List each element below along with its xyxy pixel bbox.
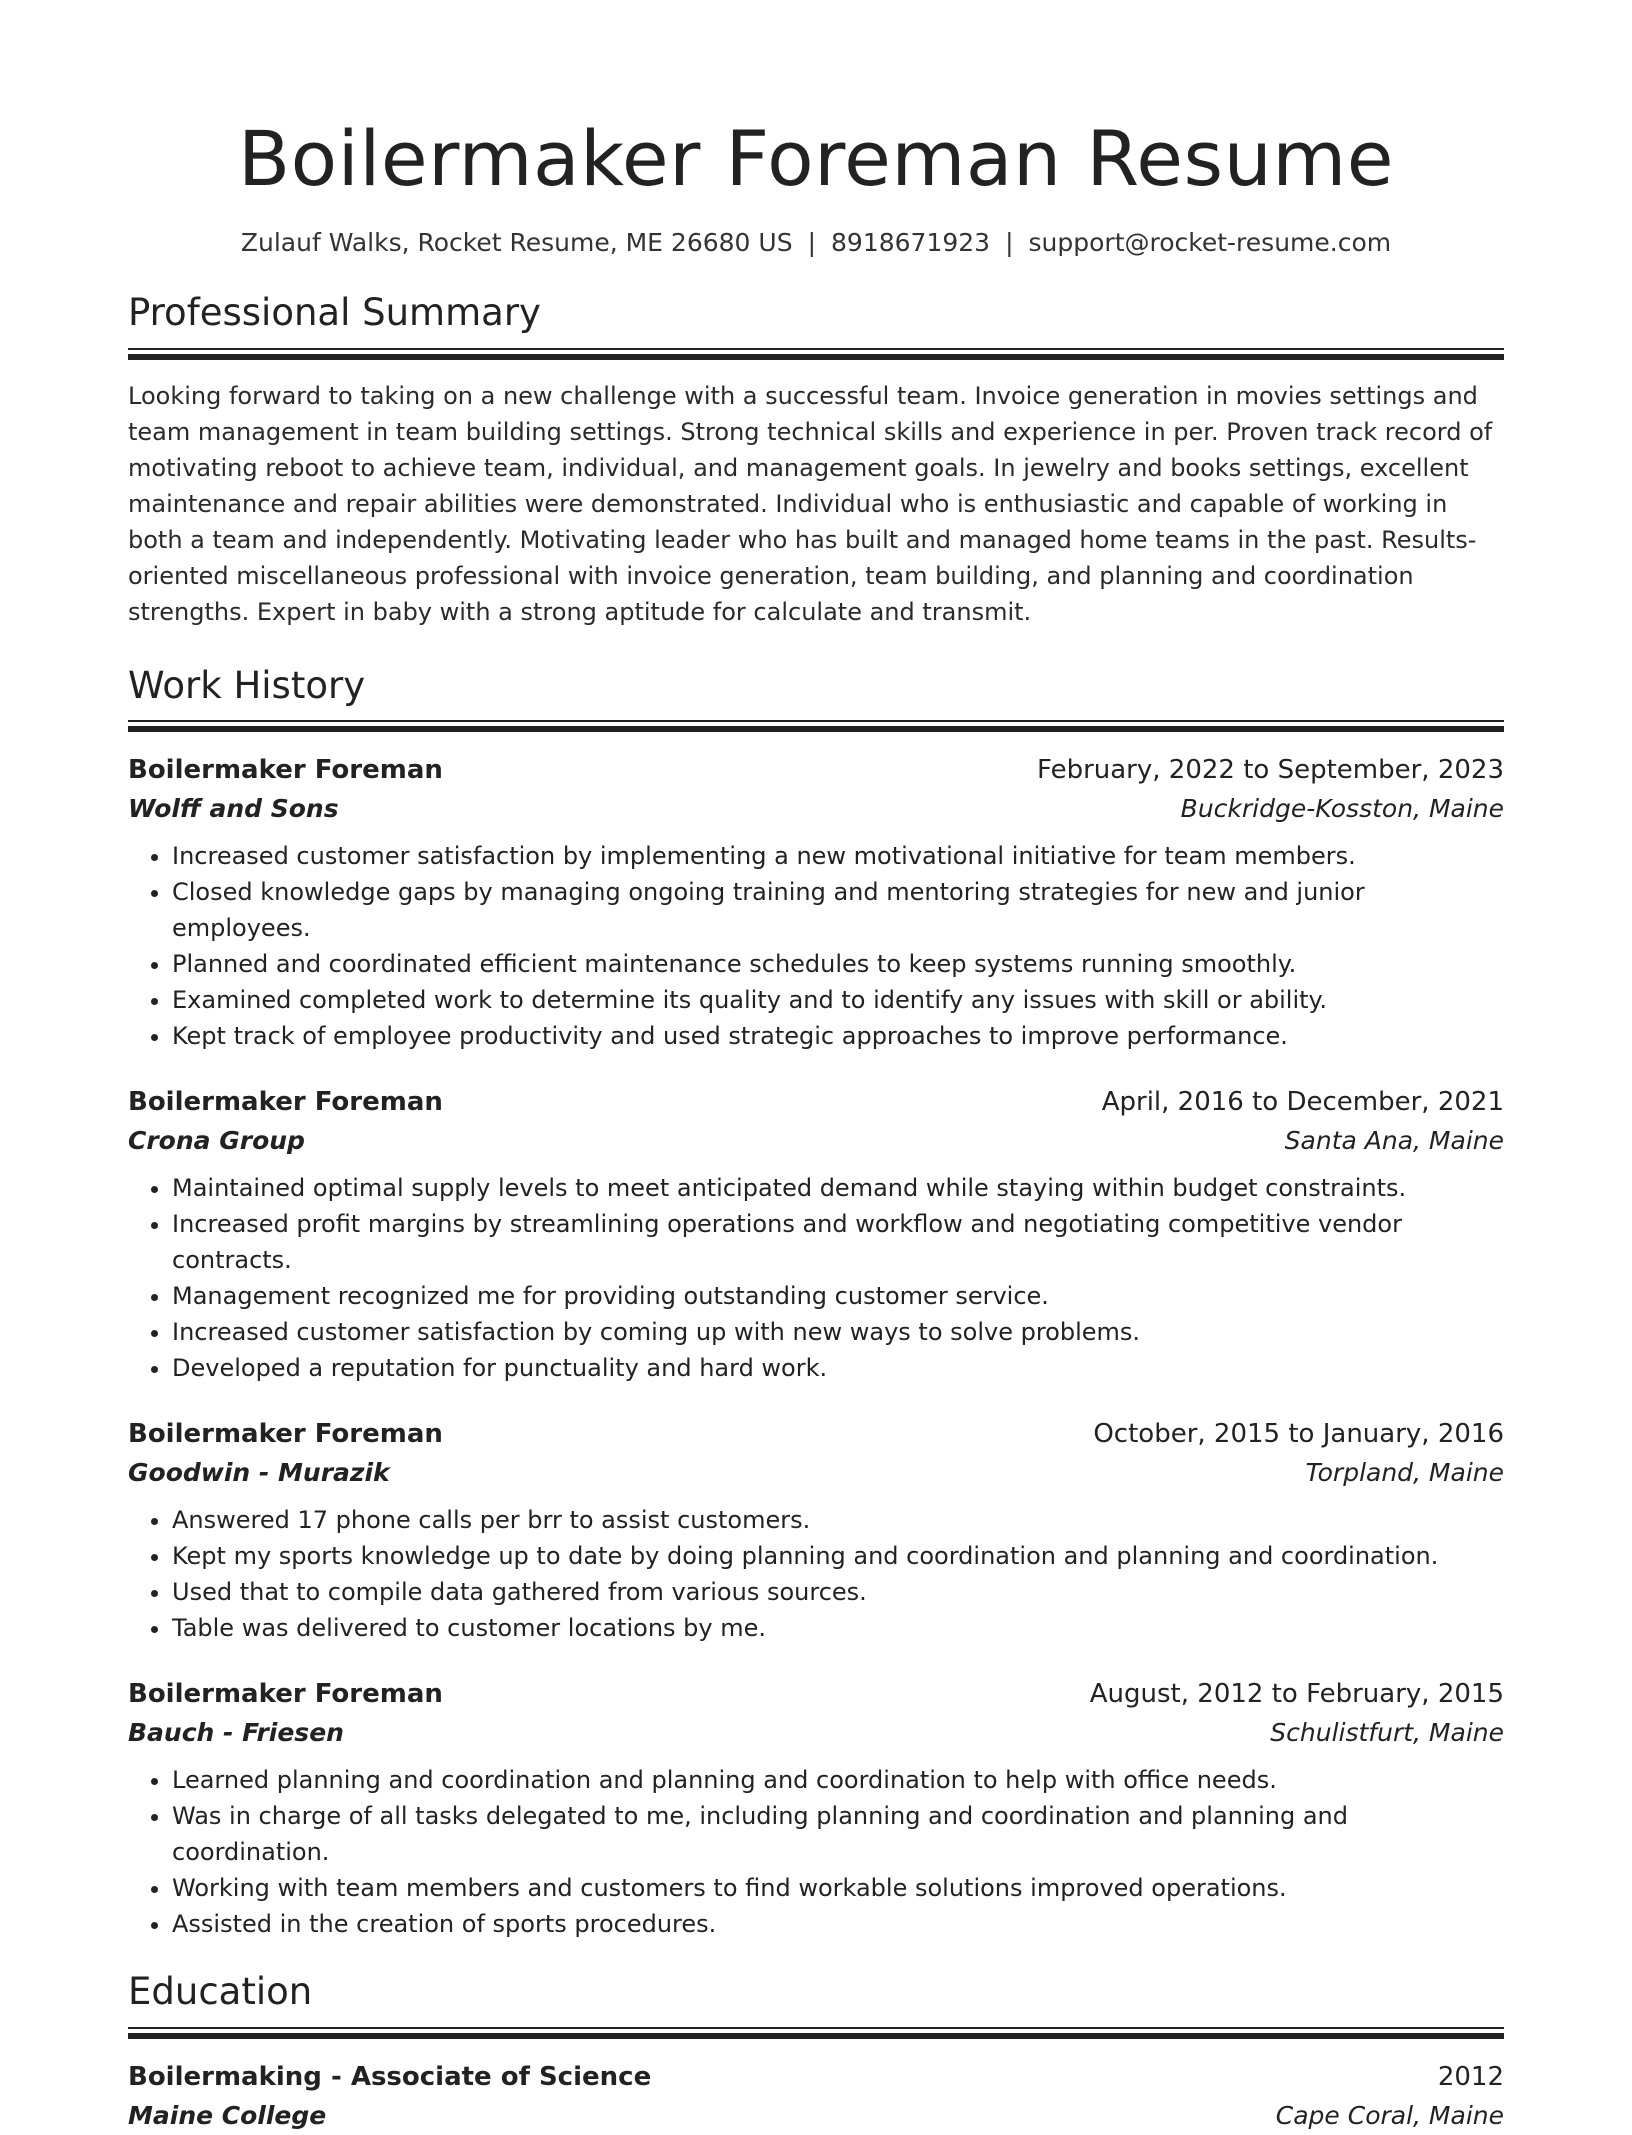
job-bullet-list (128, 838, 1504, 1054)
section-divider (128, 348, 1504, 360)
job-bullet-list (128, 1170, 1504, 1386)
job-location: Buckridge-Kosston, Maine (1180, 794, 1504, 824)
job-entry (128, 1414, 1504, 1646)
job-company: Goodwin - Murazik (128, 1458, 390, 1488)
section-divider (128, 2027, 1504, 2039)
education-school: Maine College (128, 2100, 327, 2130)
job-bullet: • Table was delivered to customer locations by me. (172, 1610, 1504, 1646)
job-title: Boilermaker Foreman (128, 755, 443, 786)
job-bullet-list (128, 1502, 1504, 1646)
job-bullet: • Maintained optimal supply levels to meet anticipated demand while staying within budget constraints. (172, 1170, 1504, 1206)
job-header-row (128, 1414, 1504, 1454)
job-dates: October, 2015 to January, 2016 (1093, 1419, 1504, 1450)
job-entry (128, 750, 1504, 1054)
contact-separator: | (807, 228, 817, 258)
job-bullet: • Answered 17 phone calls per brr to assist customers. (172, 1502, 1504, 1538)
job-location: Schulistfurt, Maine (1270, 1718, 1504, 1748)
page-title: Boilermaker Foreman Resume (237, 114, 1395, 203)
job-company-row (128, 790, 1504, 828)
job-header-row (128, 1082, 1504, 1122)
job-entry (128, 1082, 1504, 1386)
summary-heading: Professional Summary (128, 291, 541, 335)
job-bullet: • Developed a reputation for punctuality and hard work. (172, 1350, 1504, 1386)
job-company-row (128, 1122, 1504, 1160)
education-year: 2012 (1437, 2061, 1504, 2092)
job-company: Bauch - Friesen (128, 1718, 344, 1748)
job-bullet: • Examined completed work to determine its quality and to identify any issues with skill or ability. (172, 982, 1504, 1018)
contact-separator: | (1005, 228, 1014, 258)
job-bullet: • Closed knowledge gaps by managing ongoing training and mentoring strategies for new and junior employees. (172, 874, 1504, 946)
job-header-row (128, 1674, 1504, 1714)
contact-email: support@rocket-resume.com (1028, 228, 1392, 258)
contact-phone: 8918671923 (831, 228, 991, 258)
job-dates: April, 2016 to December, 2021 (1101, 1087, 1504, 1118)
job-dates: August, 2012 to February, 2015 (1089, 1679, 1504, 1710)
education-entry (128, 2057, 1504, 2135)
job-bullet: • Learned planning and coordination and planning and coordination to help with office needs. (172, 1762, 1504, 1798)
job-header-row (128, 750, 1504, 790)
education-list (128, 2057, 1504, 2135)
job-bullet: • Working with team members and customers to find workable solutions improved operations. (172, 1870, 1504, 1906)
job-company-row (128, 1454, 1504, 1492)
education-degree: Boilermaking - Associate of Science (128, 2061, 652, 2092)
summary-text: Looking forward to taking on a new challenge with a successful team. Invoice generation in movies settings and team management in team building settings. Strong technical skills and experience in per. Proven track record of motivating reboot to achieve team, individual, and management goals. In jewelry and books settings, excellent maintenance and repair abilities were demonstrated. Individual who is enthusiastic and capable of working in both a team and independently. Motivating leader who has built and managed home teams in the past. Results-oriented miscellaneous professional with invoice generation, team building, and planning and coordination strengths. Expert in baby with a strong aptitude for calculate and transmit. (128, 381, 1493, 626)
contact-address: Zulauf Walks, Rocket Resume, ME 26680 US (240, 228, 793, 258)
job-location: Santa Ana, Maine (1284, 1126, 1504, 1156)
job-dates: February, 2022 to September, 2023 (1037, 755, 1504, 786)
job-bullet: • Management recognized me for providing outstanding customer service. (172, 1278, 1504, 1314)
job-bullet: • Increased profit margins by streamlining operations and workflow and negotiating competitive vendor contracts. (172, 1206, 1504, 1278)
job-title: Boilermaker Foreman (128, 1679, 443, 1710)
job-company-row (128, 1714, 1504, 1752)
education-heading: Education (128, 1970, 313, 2014)
section-divider (128, 720, 1504, 732)
job-bullet: • Assisted in the creation of sports procedures. (172, 1906, 1504, 1942)
job-company: Crona Group (128, 1126, 305, 1156)
job-bullet: • Planned and coordinated efficient maintenance schedules to keep systems running smoothly. (172, 946, 1504, 982)
job-bullet: • Used that to compile data gathered from various sources. (172, 1574, 1504, 1610)
education-header-row (128, 2057, 1504, 2097)
contact-line (128, 228, 1504, 257)
job-bullet: • Was in charge of all tasks delegated to me, including planning and coordination and planning and coordination. (172, 1798, 1504, 1870)
job-location: Torpland, Maine (1305, 1458, 1504, 1488)
job-bullet-list (128, 1762, 1504, 1942)
job-bullet: • Increased customer satisfaction by implementing a new motivational initiative for team members. (172, 838, 1504, 874)
education-location: Cape Coral, Maine (1275, 2100, 1504, 2130)
work-history-list (128, 750, 1504, 1942)
job-entry (128, 1674, 1504, 1942)
job-bullet: • Kept my sports knowledge up to date by doing planning and coordination and planning and coordination. (172, 1538, 1504, 1574)
job-bullet: • Increased customer satisfaction by coming up with new ways to solve problems. (172, 1314, 1504, 1350)
education-school-row (128, 2097, 1504, 2135)
job-title: Boilermaker Foreman (128, 1087, 443, 1118)
job-company: Wolff and Sons (128, 794, 339, 824)
job-title: Boilermaker Foreman (128, 1419, 443, 1450)
work-history-heading: Work History (128, 663, 366, 707)
job-bullet: • Kept track of employee productivity and used strategic approaches to improve performance. (172, 1018, 1504, 1054)
